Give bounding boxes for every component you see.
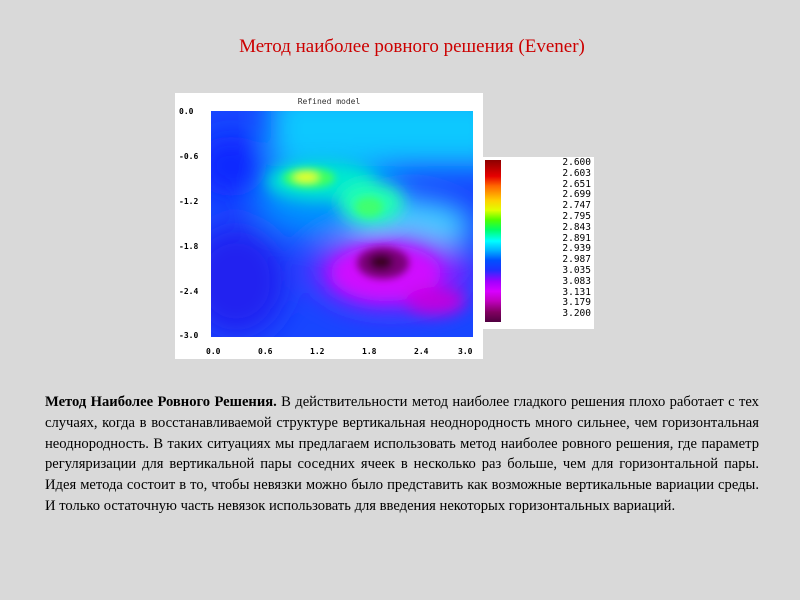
resistivity-model-figure bbox=[175, 93, 483, 359]
y-tick-label: -3.0 bbox=[179, 331, 199, 340]
slide-title: Метод наиболее ровного решения (Evener) bbox=[239, 36, 585, 57]
colorbar-label: 2.600 bbox=[562, 157, 591, 168]
figure-title: Refined model bbox=[297, 97, 361, 106]
y-tick-label: -1.8 bbox=[179, 242, 199, 251]
heat-dark-core bbox=[369, 254, 393, 270]
colorbar bbox=[482, 157, 594, 329]
x-tick-label: 1.8 bbox=[362, 347, 377, 356]
body-bold-lead: Метод Наиболее Ровного Решения. bbox=[45, 394, 277, 410]
x-tick-label: 2.4 bbox=[414, 347, 429, 356]
body-paragraph bbox=[45, 392, 759, 517]
colorbar-label: 2.939 bbox=[562, 243, 591, 255]
y-tick-label: -0.6 bbox=[179, 152, 199, 161]
y-tick-label: -2.4 bbox=[179, 287, 199, 296]
colorbar-label: 2.747 bbox=[562, 200, 591, 212]
heat-green-core-right bbox=[355, 197, 383, 217]
colorbar-label: 2.843 bbox=[562, 221, 591, 233]
y-tick-label: -1.2 bbox=[179, 197, 199, 206]
colorbar-label: 2.603 bbox=[562, 167, 591, 179]
body-text: В действительности метод наиболее гладкого решения плохо работает с тех случаях, когда в восстанавливаемой структуре вертикальная неоднородность много сильнее, чем горизонтальная неоднородность. В таких ситуациях мы предлагаем использовать метод наиболее ровного решения, где параметр регуляризации для вертикальной пары соседних ячеек в несколько раз больше, чем для горизонтальной пары. Идея метода состоит в то, чтобы невязки можно было представить как возможные вертикальные вариации среды. И только остаточную часть невязок использовать для введения некоторых горизонтальных вариаций. bbox=[45, 394, 759, 514]
heat-magenta-tail bbox=[406, 287, 466, 315]
colorbar-label: 3.179 bbox=[562, 297, 591, 309]
x-tick-label: 0.6 bbox=[258, 347, 273, 356]
colorbar-label: 2.651 bbox=[562, 178, 591, 190]
colorbar-gradient bbox=[485, 160, 501, 322]
colorbar-label: 2.987 bbox=[562, 254, 591, 266]
colorbar-label: 2.699 bbox=[562, 189, 591, 201]
heat-cyan-top bbox=[271, 111, 473, 166]
x-tick-label: 3.0 bbox=[458, 347, 473, 356]
colorbar-label: 2.891 bbox=[562, 232, 591, 244]
y-tick-label: 0.0 bbox=[179, 107, 194, 116]
colorbar-label: 3.035 bbox=[562, 264, 591, 276]
colorbar-labels bbox=[531, 158, 591, 320]
colorbar-label: 3.131 bbox=[562, 286, 591, 298]
colorbar-label: 3.200 bbox=[562, 308, 591, 320]
heatmap-plot bbox=[211, 111, 473, 337]
colorbar-label: 2.795 bbox=[562, 210, 591, 222]
x-tick-label: 0.0 bbox=[206, 347, 221, 356]
colorbar-label: 3.083 bbox=[562, 275, 591, 287]
heatmap-svg bbox=[211, 111, 473, 337]
heat-yellow-core bbox=[294, 172, 318, 182]
x-tick-label: 1.2 bbox=[310, 347, 325, 356]
